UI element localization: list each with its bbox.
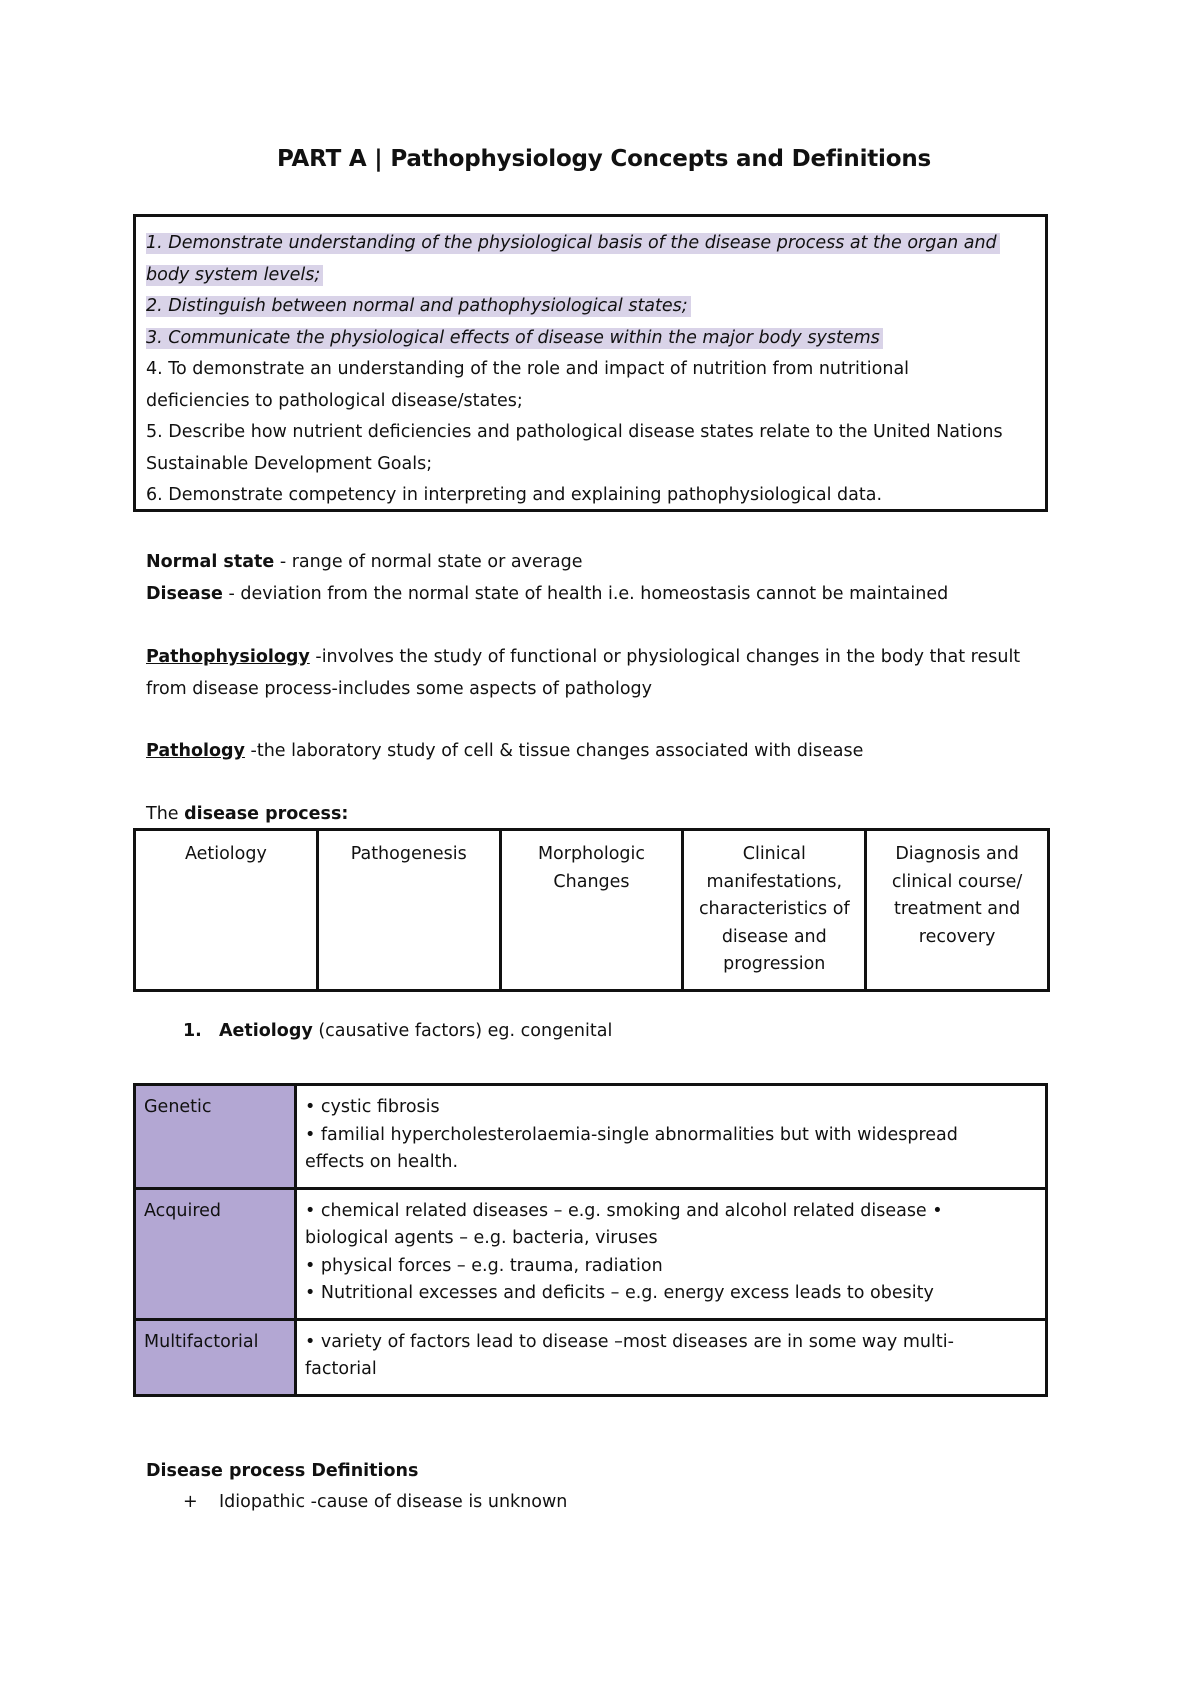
objective-line: Sustainable Development Goals; [146,453,433,474]
plus-bullet-icon: + [183,1492,198,1512]
objective-line: 5. Describe how nutrient deficiencies and pathological disease states relate to the United Nations [146,422,1003,442]
normal-state-definition: Normal state - range of normal state or average [146,552,583,572]
process-step-aetiology: Aetiology [135,830,318,991]
table-row [135,1319,1047,1395]
objective-line: 3. Communicate the physiological effects of disease within the major body systems [146,323,1035,355]
aetiology-category-details: • cystic fibrosis • familial hypercholesterolaemia-single abnormalities but with widespread effects on health. [296,1085,1047,1189]
objective-line: 6. Demonstrate competency in interpreting and explaining pathophysiological data. [146,485,883,505]
objective-line: 4. To demonstrate an understanding of the role and impact of nutrition from nutritional [146,359,910,379]
disease-definition: Disease - deviation from the normal state of health i.e. homeostasis cannot be maintained [146,584,949,604]
pathophysiology-definition: Pathophysiology -involves the study of functional or physiological changes in the body that result from disease process-includes some aspects of pathology [146,647,1021,699]
disease-process-intro: The disease process: [146,804,349,824]
process-step-clinical-manifestations: Clinical manifestations, characteristics of disease and progression [683,830,866,991]
process-step-morphologic-changes: Morphologic Changes [500,830,683,991]
aetiology-category-label: Acquired [135,1188,296,1319]
process-step-pathogenesis: Pathogenesis [317,830,500,991]
disease-process-table [133,828,1050,992]
aetiology-category-label: Multifactorial [135,1319,296,1395]
table-row [135,1188,1047,1319]
aetiology-category-label: Genetic [135,1085,296,1189]
definitions-heading: Disease process Definitions [146,1461,419,1481]
aetiology-category-details: • variety of factors lead to disease –most diseases are in some way multi- factorial [296,1319,1047,1395]
objective-line: body system levels; [146,260,1035,292]
pathology-definition: Pathology -the laboratory study of cell & tissue changes associated with disease [146,741,864,761]
table-row [135,1085,1047,1189]
objective-line: 1. Demonstrate understanding of the physiological basis of the disease process at the organ and [146,228,1035,260]
objective-line: deficiencies to pathological disease/states; [146,390,523,411]
aetiology-category-details: • chemical related diseases – e.g. smoking and alcohol related disease • biological agents – e.g. bacteria, viruses • physical forces – e.g. trauma, radiation • Nutritional excesses and deficits – e.g. energy excess leads to obesity [296,1188,1047,1319]
page-title: PART A | Pathophysiology Concepts and Definitions [276,146,931,172]
aetiology-heading: 1. Aetiology (causative factors) eg. congenital [183,1021,613,1041]
list-item: + Idiopathic -cause of disease is unknown [183,1492,568,1512]
aetiology-table [133,1083,1048,1397]
objective-line: 2. Distinguish between normal and pathophysiological states; [146,291,1035,323]
process-step-diagnosis: Diagnosis and clinical course/ treatment and recovery [866,830,1049,991]
learning-objectives-box [133,214,1048,512]
